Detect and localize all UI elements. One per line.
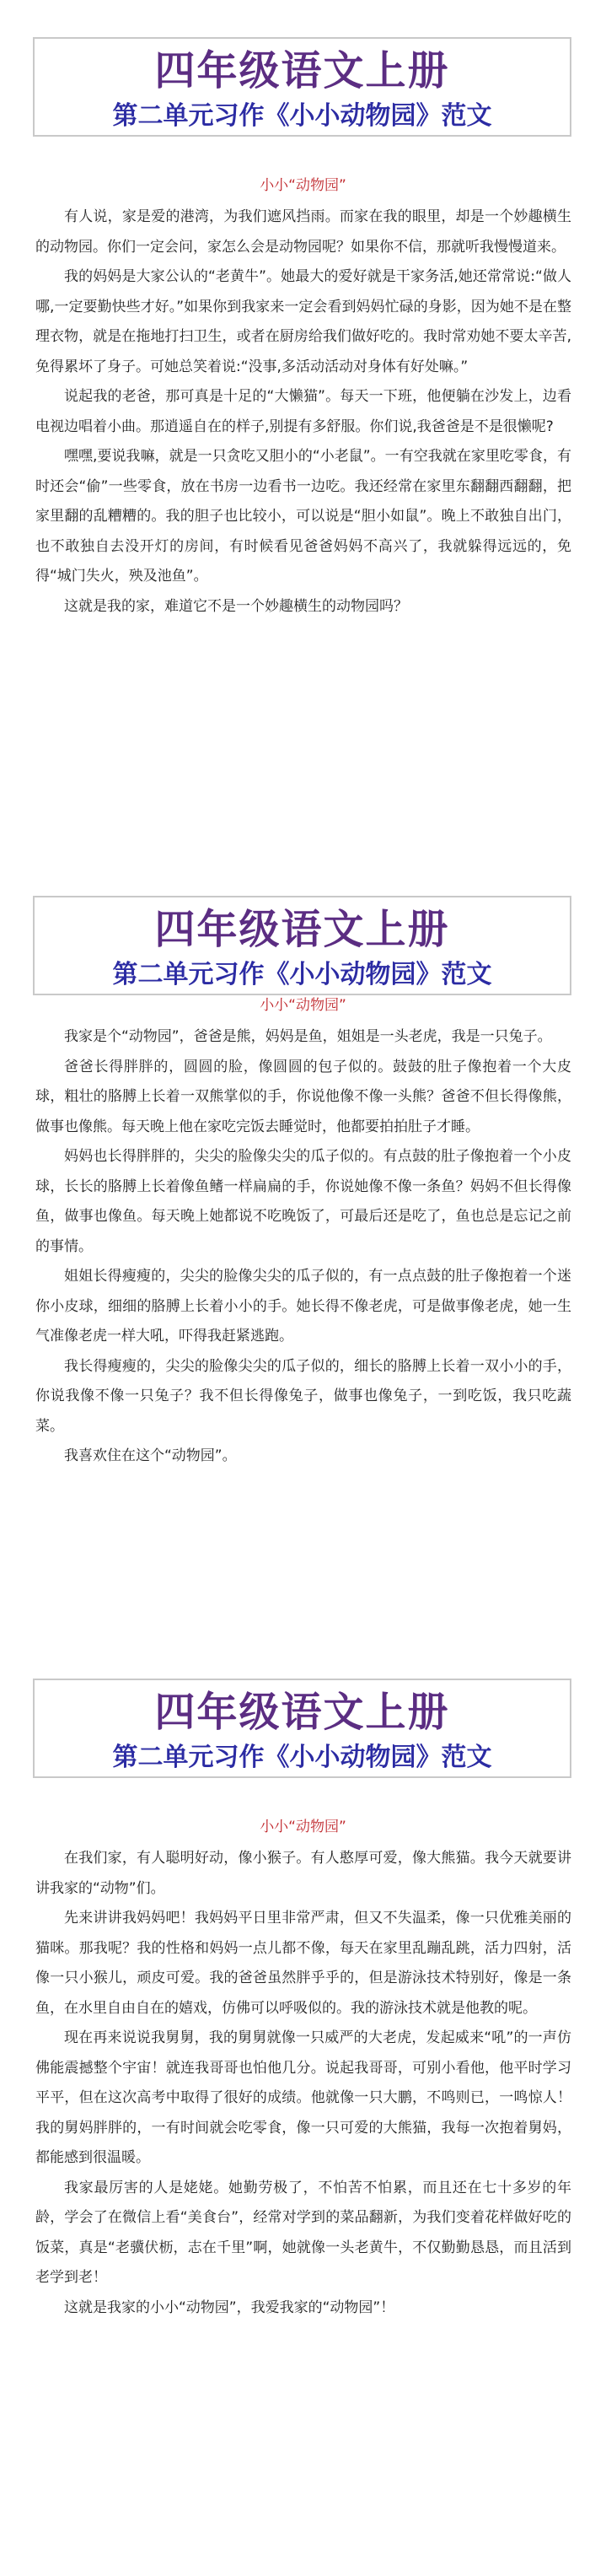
essay-body: [35, 1844, 571, 2323]
paragraph: 爸爸长得胖胖的，圆圆的脸，像圆圆的包子似的。鼓鼓的肚子像抱着一个大皮球，粗壮的胳膊上长着一双熊掌似的手，你说他像不像一头熊？爸爸不但长得像熊，做事也像熊。每天晚上他在家吃完饭去睡觉时，他都要拍拍肚子才睡。: [35, 1058, 571, 1135]
paragraph: 我喜欢住在这个“动物园”。: [64, 1447, 237, 1464]
paragraph: 我长得瘦瘦的，尖尖的脸像尖尖的瓜子似的，细长的胳膊上长着一双小小的手，你说我像不像一只兔子？我不但长得像兔子，做事也像兔子，一到吃饭，我只吃蔬菜。: [35, 1357, 571, 1435]
title-frame: [33, 1679, 571, 1778]
page-title: 四年级语文上册: [154, 906, 450, 953]
paragraph: 嘿嘿,要说我嘛，就是一只贪吃又胆小的“小老鼠”。一有空我就在家里吃零食，有时还会“偷”一些零食，放在书房一边看书一边吃。我还经常在家里东翻翻西翻翻，把家里翻的乱糟糟的。我的胆子也比较小，可以说是“胆小如鼠”。晚上不敢独自出门，也不敢独自去没开灯的房间，有时候看见爸爸妈妈不高兴了，我就躲得远远的，免得“城门失火，殃及池鱼”。: [35, 448, 571, 585]
paragraph: 先来讲讲我妈妈吧！我妈妈平日里非常严肃，但又不失温柔，像一只优雅美丽的猫咪。那我呢？我的性格和妈妈一点儿都不像，每天在家里乱蹦乱跳，活力四射，活像一只小猴儿，顽皮可爱。我的爸爸虽然胖乎乎的，但是游泳技术特别好，像是一条鱼，在水里自由自在的嬉戏，仿佛可以呼吸似的。我的游泳技术就是他教的呢。: [35, 1910, 571, 2017]
paragraph: 现在再来说说我舅舅，我的舅舅就像一只威严的大老虎，发起威来“吼”的一声仿佛能震撼整个宇宙！就连我哥哥也怕他几分。说起我哥哥，可别小看他，他平时学习平平，但在这次高考中取得了很好的成绩。他就像一只大鹏，不鸣则已，一鸣惊人！我的舅妈胖胖的，一有时间就会吃零食，像一只可爱的大熊猫，我每一次抱着舅妈，都能感到很温暖。: [35, 2029, 571, 2166]
essay-title: 小小“动物园”: [260, 1819, 346, 1835]
essay-body: [35, 1022, 571, 1472]
paragraph: 有人说，家是爱的港湾，为我们遮风挡雨。而家在我的眼里，却是一个妙趣横生的动物园。你们一定会问，家怎么会是动物园呢？如果你不信，那就听我慢慢道来。: [35, 208, 571, 256]
paragraph: 我家最厉害的人是姥姥。她勤劳极了，不怕苦不怕累，而且还在七十多岁的年龄，学会了在微信上看“美食台”，经常对学到的菜品翻新，为我们变着花样做好吃的饭菜，真是“老骥伏枥，志在千里”啊，她就像一头老黄牛，不仅勤勤恳恳，而且活到老学到老！: [35, 2179, 571, 2286]
page-title: 四年级语文上册: [154, 1689, 450, 1736]
page-subtitle: 第二单元习作《小小动物园》范文: [112, 960, 492, 989]
paragraph: 妈妈也长得胖胖的，尖尖的脸像尖尖的瓜子似的。有点鼓的肚子像抱着一个小皮球，长长的胳膊上长着像鱼鳍一样扁扁的手，你说她像不像一条鱼？妈妈不但长得像鱼，做事也像鱼。每天晚上她都说不吃晚饭了，可最后还是吃了，鱼也总是忘记之前的事情。: [35, 1148, 571, 1255]
title-frame: [33, 896, 571, 995]
essay-title: 小小“动物园”: [260, 997, 346, 1014]
paragraph: 这就是我家的小小“动物园”，我爱我家的“动物园”！: [64, 2298, 395, 2316]
paragraph: 说起我的老爸，那可真是十足的“大懒猫”。每天一下班，他便躺在沙发上，边看电视边唱着小曲。那逍遥自在的样子,别提有多舒服。你们说,我爸爸是不是很懒呢?: [35, 388, 571, 435]
paragraph: 我家是个“动物园”，爸爸是熊，妈妈是鱼，姐姐是一头老虎，我是一只兔子。: [64, 1028, 552, 1045]
title-frame: [33, 37, 571, 137]
paragraph: 这就是我的家，难道它不是一个妙趣横生的动物园吗？: [64, 597, 408, 615]
paragraph: 我的妈妈是大家公认的“老黄牛”。她最大的爱好就是干家务活,她还常常说:“做人哪,一定要勤快些才好。”如果你到我家来一定会看到妈妈忙碌的身影，因为她不是在整理衣物，就是在拖地打扫卫生，或者在厨房给我们做好吃的。我时常劝她不要太辛苦,免得累坏了身子。可她总笑着说:“没事,多活动活动对身体有好处嘛。”: [35, 268, 571, 375]
essay-title: 小小“动物园”: [260, 177, 346, 194]
page-title: 四年级语文上册: [154, 47, 450, 94]
paragraph: 在我们家，有人聪明好动，像小猴子。有人憨厚可爱，像大熊猫。我今天就要讲讲我家的“动物”们。: [35, 1850, 571, 1897]
paragraph: 姐姐长得瘦瘦的，尖尖的脸像尖尖的瓜子似的，有一点点鼓的肚子像抱着一个迷你小皮球，细细的胳膊上长着小小的手。她长得不像老虎，可是做事像老虎，她一生气准像老虎一样大吼，吓得我赶紧逃跑。: [35, 1268, 571, 1345]
essay-body: [35, 202, 571, 622]
page-subtitle: 第二单元习作《小小动物园》范文: [112, 1743, 492, 1772]
page-subtitle: 第二单元习作《小小动物园》范文: [112, 101, 492, 131]
